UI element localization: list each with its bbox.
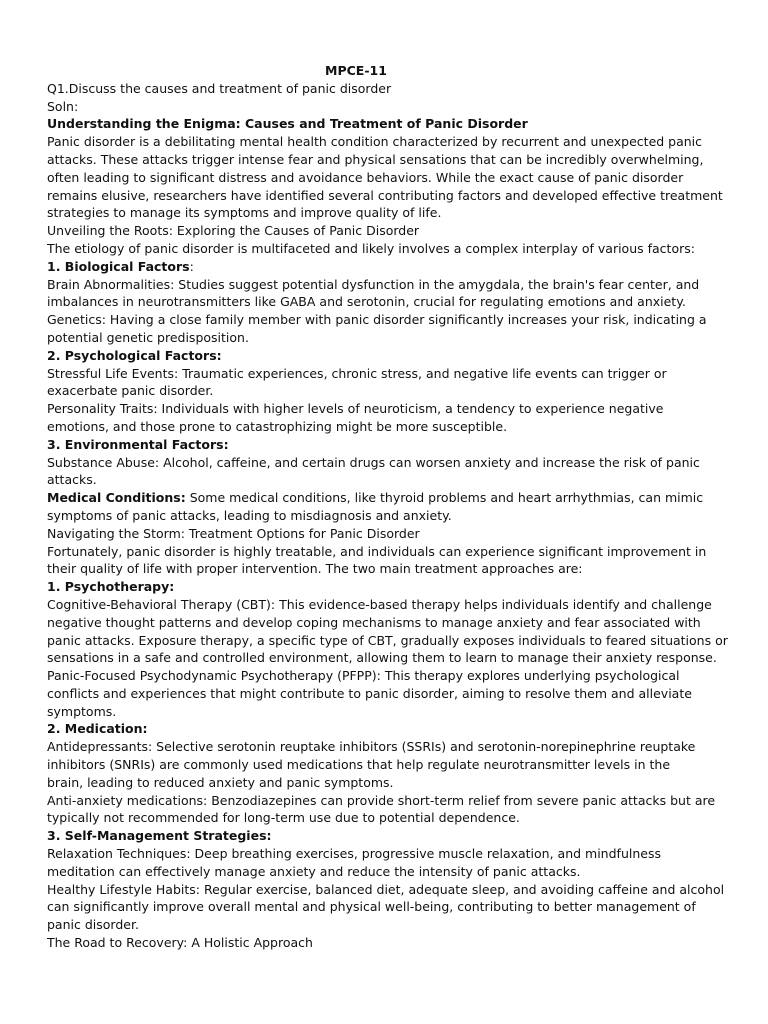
solution-label: Soln: (47, 98, 79, 114)
biological-line: imbalances in neurotransmitters like GABA and serotonin, crucial for regulating emotions and anxiety. (47, 294, 686, 310)
psychotherapy-line: negative thought patterns and develop coping mechanisms to manage anxiety and fear associated with (47, 614, 701, 630)
question-line: Q1.Discuss the causes and treatment of panic disorder (47, 80, 392, 96)
psychotherapy-line: panic attacks. Exposure therapy, a specific type of CBT, gradually exposes individuals to feared situations or (47, 632, 728, 648)
psychotherapy-line: symptoms. (47, 703, 117, 719)
main-heading: Understanding the Enigma: Causes and Treatment of Panic Disorder (47, 116, 528, 132)
self-management-heading: 3. Self-Management Strategies: (47, 828, 272, 844)
psychological-line: Personality Traits: Individuals with higher levels of neuroticism, a tendency to experience negative (47, 401, 664, 417)
psychotherapy-line: conflicts and experiences that might contribute to panic disorder, aiming to resolve them and alleviate (47, 685, 692, 701)
biological-factors-heading (47, 258, 724, 276)
psychological-factors-heading: 2. Psychological Factors: (47, 347, 222, 363)
medication-line: brain, leading to reduced anxiety and panic symptoms. (47, 774, 394, 790)
environmental-line: attacks. (47, 472, 97, 488)
biological-factors-title: 1. Biological Factors (47, 258, 190, 274)
medical-conditions-lead: Medical Conditions: (47, 490, 186, 506)
self-management-line: can significantly improve overall mental and physical well-being, contributing to better management of (47, 899, 696, 915)
psychological-line: emotions, and those prone to catastrophizing might be more susceptible. (47, 418, 508, 434)
medical-conditions-text: Some medical conditions, like thyroid problems and heart arrhythmias, can mimic (185, 490, 704, 506)
self-management-line: Relaxation Techniques: Deep breathing exercises, progressive muscle relaxation, and mindfulness (47, 846, 661, 862)
medication-line: Anti-anxiety medications: Benzodiazepines can provide short-term relief from severe panic attacks but are (47, 792, 716, 808)
intro-line: Panic disorder is a debilitating mental health condition characterized by recurrent and unexpected panic (47, 134, 703, 150)
course-code: MPCE-11 (325, 63, 387, 78)
medical-conditions-line-2: symptoms of panic attacks, leading to misdiagnosis and anxiety. (47, 507, 452, 523)
psychological-line: exacerbate panic disorder. (47, 383, 214, 399)
causes-intro: The etiology of panic disorder is multifaceted and likely involves a complex interplay of various factors: (47, 240, 695, 256)
intro-line: strategies to manage its symptoms and improve quality of life. (47, 205, 442, 221)
intro-line: attacks. These attacks trigger intense fear and physical sensations that can be incredibly overwhelming, (47, 151, 704, 167)
self-management-line: panic disorder. (47, 917, 139, 933)
self-management-line: Healthy Lifestyle Habits: Regular exercise, balanced diet, adequate sleep, and avoiding caffeine and alcohol (47, 881, 725, 897)
biological-line: Genetics: Having a close family member with panic disorder significantly increases your risk, indicating a (47, 312, 707, 328)
biological-factors-colon: : (189, 258, 194, 274)
medication-line: Antidepressants: Selective serotonin reuptake inhibitors (SSRIs) and serotonin-norepinephrine reuptake (47, 739, 696, 755)
medication-line: typically not recommended for long-term use due to potential dependence. (47, 810, 520, 826)
intro-line: often leading to significant distress and avoidance behaviors. While the exact cause of panic disorder (47, 169, 684, 185)
treatment-heading: Navigating the Storm: Treatment Options for Panic Disorder (47, 525, 420, 541)
medication-heading: 2. Medication: (47, 721, 148, 737)
medical-conditions-line (47, 489, 724, 507)
psychotherapy-line: sensations in a safe and controlled environment, allowing them to learn to manage their anxiety response. (47, 650, 717, 666)
psychotherapy-line: Cognitive-Behavioral Therapy (CBT): This evidence-based therapy helps individuals identify and challenge (47, 596, 712, 612)
medication-line: inhibitors (SNRIs) are commonly used medications that help regulate neurotransmitter levels in the (47, 757, 671, 773)
biological-line: potential genetic predisposition. (47, 329, 249, 345)
treatment-intro-line: their quality of life with proper intervention. The two main treatment approaches are: (47, 561, 583, 577)
psychotherapy-heading: 1. Psychotherapy: (47, 579, 175, 595)
environmental-line: Substance Abuse: Alcohol, caffeine, and certain drugs can worsen anxiety and increase the risk of panic (47, 454, 700, 470)
environmental-factors-heading: 3. Environmental Factors: (47, 436, 229, 452)
self-management-line: meditation can effectively manage anxiety and reduce the intensity of panic attacks. (47, 863, 581, 879)
closing-heading: The Road to Recovery: A Holistic Approach (47, 935, 313, 951)
biological-line: Brain Abnormalities: Studies suggest potential dysfunction in the amygdala, the brain's fear center, and (47, 276, 700, 292)
causes-heading: Unveiling the Roots: Exploring the Causes of Panic Disorder (47, 223, 420, 239)
psychological-line: Stressful Life Events: Traumatic experiences, chronic stress, and negative life events can trigger or (47, 365, 667, 381)
psychotherapy-line: Panic-Focused Psychodynamic Psychotherapy (PFPP): This therapy explores underlying psychological (47, 668, 680, 684)
treatment-intro-line: Fortunately, panic disorder is highly treatable, and individuals can experience significant improvement in (47, 543, 707, 559)
intro-line: remains elusive, researchers have identified several contributing factors and developed effective treatment (47, 187, 723, 203)
